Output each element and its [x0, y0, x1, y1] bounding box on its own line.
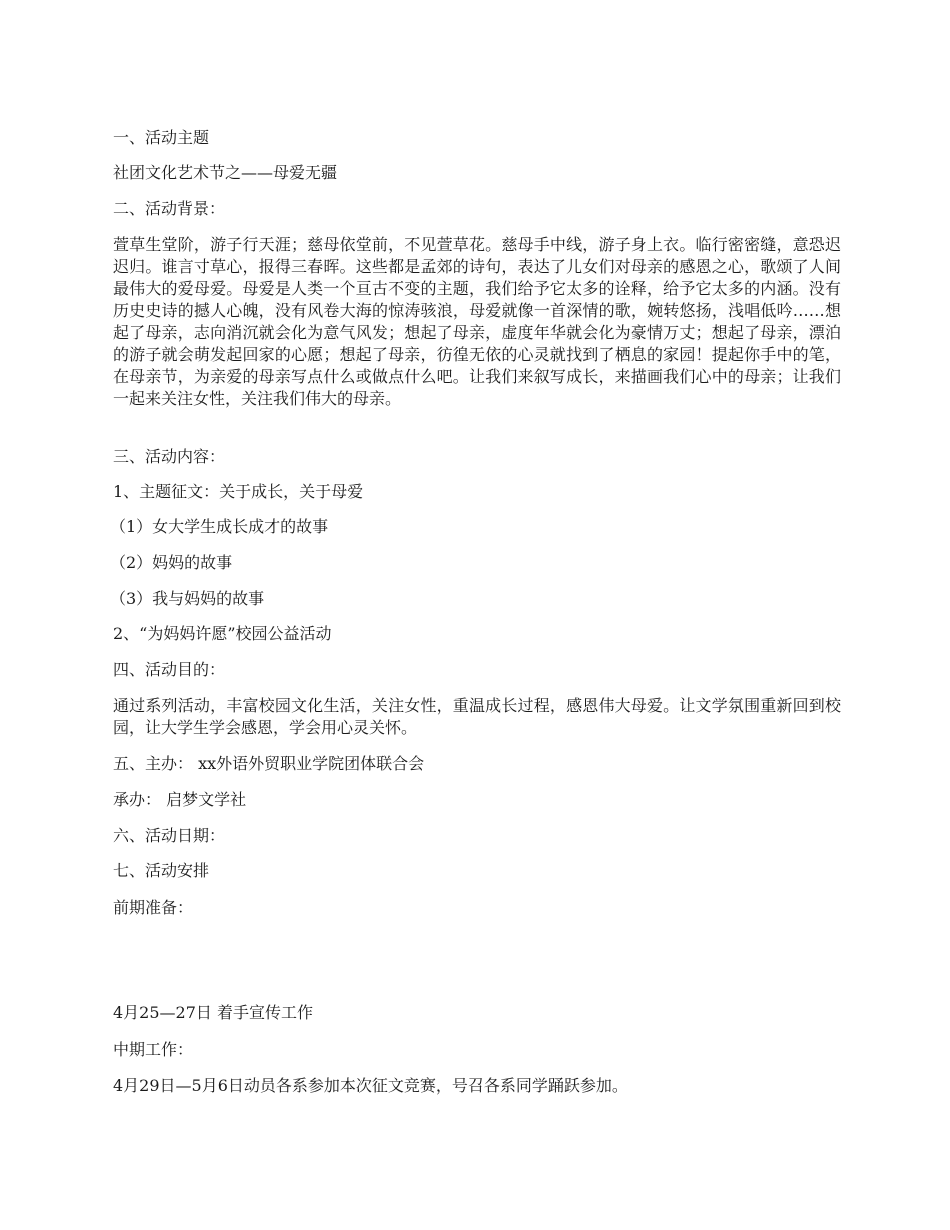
content-item-2: 2、“为妈妈许愿”校园公益活动 — [113, 624, 332, 643]
heading-date: 六、活动日期： — [113, 826, 226, 845]
content-subitem-2: （2）妈妈的故事 — [110, 553, 233, 572]
heading-host: 五、主办： xx外语外贸职业学院团体联合会 — [113, 754, 425, 773]
content-subitem-3: （3）我与妈妈的故事 — [110, 589, 265, 608]
purpose-paragraph: 通过系列活动，丰富校园文化生活，关注女性，重温成长过程，感恩伟大母爱。让文学氛围重新回到校园，让大学生学会感恩，学会用心灵关怀。 — [113, 696, 841, 737]
content-item-1: 1、主题征文：关于成长，关于母爱 — [113, 482, 364, 501]
heading-schedule: 七、活动安排 — [113, 861, 210, 880]
heading-activity-theme: 一、活动主题 — [113, 128, 210, 147]
heading-background: 二、活动背景： — [113, 199, 226, 218]
heading-content: 三、活动内容： — [113, 447, 226, 466]
prep-item: 4月25—27日 着手宣传工作 — [113, 1003, 313, 1022]
organizer-text: 承办： 启梦文学社 — [113, 790, 247, 809]
theme-text: 社团文化艺术节之——母爱无疆 — [113, 163, 338, 182]
mid-item: 4月29日—5月6日动员各系参加本次征文竞赛，号召各系同学踊跃参加。 — [113, 1076, 628, 1095]
mid-label: 中期工作： — [113, 1040, 194, 1059]
background-paragraph: 萱草生堂阶，游子行天涯；慈母依堂前，不见萱草花。慈母手中线，游子身上衣。临行密密缝，意恐迟迟归。谁言寸草心，报得三春晖。这些都是孟郊的诗句，表达了儿女们对母亲的感恩之心，歌颂了人间最伟大的爱母爱。母爱是人类一个亘古不变的主题，我们给予它太多的诠释，给予它太多的内涵。没有历史史诗的撼人心魄，没有风卷大海的惊涛骇浪，母爱就像一首深情的歌，婉转悠扬，浅唱低吟……想起了母亲，志向消沉就会化为意气风发；想起了母亲，虚度年华就会化为豪情万丈；想起了母亲，漂泊的游子就会萌发起回家的心愿；想起了母亲，彷徨无依的心灵就找到了栖息的家园！提起你手中的笔，在母亲节，为亲爱的母亲写点什么或做点什么吧。让我们来叙写成长，来描画我们心中的母亲；让我们一起来关注女性，关注我们伟大的母亲。 — [113, 235, 841, 408]
heading-purpose: 四、活动目的： — [113, 660, 226, 679]
content-subitem-1: （1）女大学生成长成才的故事 — [110, 517, 329, 536]
prep-label: 前期准备： — [113, 898, 194, 917]
